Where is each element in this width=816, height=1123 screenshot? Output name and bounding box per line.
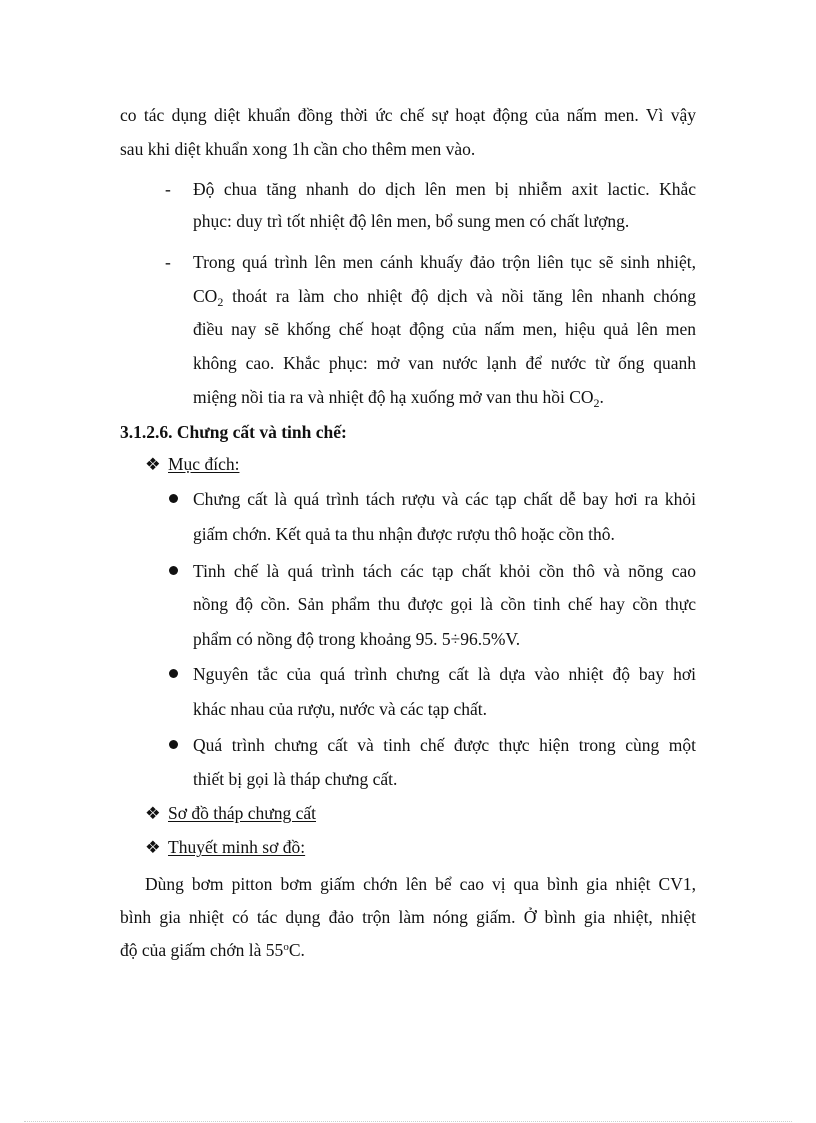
dash-marker: - xyxy=(165,179,171,199)
diamond-bullet-icon: ❖ xyxy=(145,454,161,474)
diamond-bullet-icon: ❖ xyxy=(145,803,161,823)
subheading-purpose: Mục đích: xyxy=(168,454,240,474)
list-item-line: điều nay sẽ khống chế hoạt động của nấm men, hiệu quả lên men xyxy=(193,319,696,339)
bullet-line: giấm chớn. Kết quả ta thu nhận được rượu thô hoặc cồn thô. xyxy=(193,524,615,544)
bullet-line: Quá trình chưng cất và tinh chế được thực hiện trong cùng một xyxy=(193,735,696,755)
bullet-line: nồng độ cồn. Sản phẩm thu được gọi là cồn tinh chế hay cồn thực xyxy=(193,594,696,614)
list-item-line: $CO_2$ thoát ra làm cho nhiệt độ dịch và nồi tăng lên nhanh chóng xyxy=(193,286,696,309)
bullet-line: phẩm có nồng độ trong khoảng 95. 5÷96.5%V. xyxy=(193,629,521,649)
paragraph-line: sau khi diệt khuẩn xong 1h cần cho thêm men vào. xyxy=(120,139,476,159)
bullet-icon xyxy=(169,566,178,575)
bullet-icon xyxy=(169,494,178,503)
section-heading: 3.1.2.6. Chưng cất và tinh chế: xyxy=(120,422,347,442)
paragraph-line: bình gia nhiệt có tác dụng đảo trộn làm nóng giấm. Ở bình gia nhiệt, nhiệt xyxy=(120,907,696,927)
bullet-line: Chưng cất là quá trình tách rượu và các tạp chất dễ bay hơi ra khỏi xyxy=(193,489,696,509)
subheading-diagram: Sơ đồ tháp chưng cất xyxy=(168,803,317,823)
list-item-line: Trong quá trình lên men cánh khuấy đảo trộn liên tục sẽ sinh nhiệt, xyxy=(193,252,696,272)
diamond-bullet-icon: ❖ xyxy=(145,837,161,857)
subheading-explanation: Thuyết minh sơ đồ: xyxy=(168,837,306,857)
list-item-line: phục: duy trì tốt nhiệt độ lên men, bổ sung men có chất lượng. xyxy=(193,211,630,231)
bullet-line: Nguyên tắc của quá trình chưng cất là dựa vào nhiệt độ bay hơi xyxy=(193,664,696,684)
list-item-line: miệng nồi tia ra và nhiệt độ hạ xuống mở van thu hồi $CO_2$. xyxy=(193,387,604,410)
bullet-line: khác nhau của rượu, nước và các tạp chất. xyxy=(193,699,488,719)
paragraph-line: Dùng bơm pitton bơm giấm chớn lên bể cao vị qua bình gia nhiệt CV1, xyxy=(145,874,696,894)
bullet-line: thiết bị gọi là tháp chưng cất. xyxy=(193,769,398,789)
list-item-line: Độ chua tăng nhanh do dịch lên men bị nhiễm axit lactic. Khắc xyxy=(193,179,696,199)
dash-marker: - xyxy=(165,252,171,272)
bullet-line: Tinh chế là quá trình tách các tạp chất khỏi cồn thô và nõng cao xyxy=(193,561,696,581)
bullet-icon xyxy=(169,740,178,749)
bullet-icon xyxy=(169,669,178,678)
list-item-line: không cao. Khắc phục: mở van nước lạnh để nước từ ống quanh xyxy=(193,353,696,373)
paragraph-line: co tác dụng diệt khuẩn đồng thời ức chế sự hoạt động của nấm men. Vì vậy xyxy=(120,105,696,125)
paragraph-line: độ của giấm chớn là 55$^o$C. xyxy=(120,940,305,960)
page-bottom-divider xyxy=(24,1121,792,1122)
